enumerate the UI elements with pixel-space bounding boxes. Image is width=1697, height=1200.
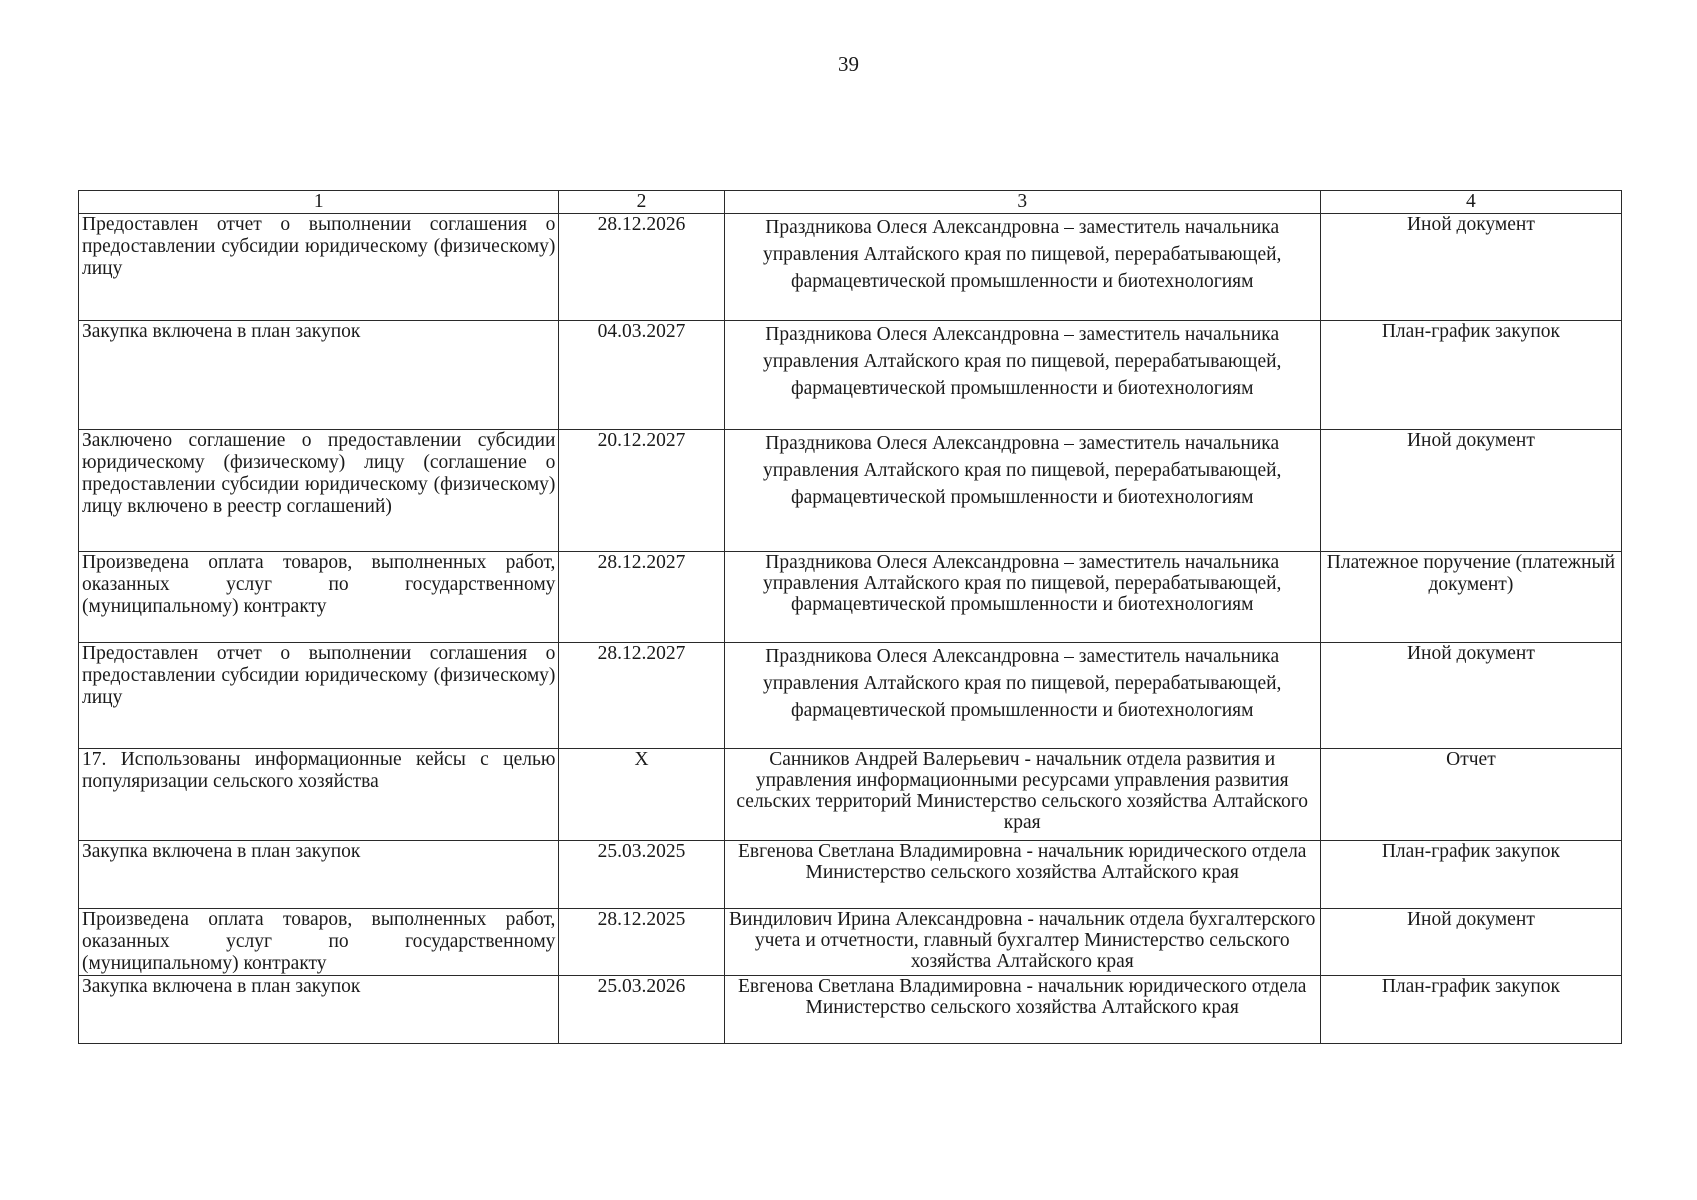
document-cell: План-график закупок	[1320, 976, 1621, 1044]
table-row	[79, 552, 1622, 643]
responsible-cell: Праздникова Олеся Александровна – заместитель начальника управления Алтайского края по пищевой, перерабатывающей, фармацевтической промышленности и биотехнологиям	[724, 214, 1320, 321]
responsible-cell: Праздникова Олеся Александровна – заместитель начальника управления Алтайского края по пищевой, перерабатывающей, фармацевтической промышленности и биотехнологиям	[724, 552, 1320, 643]
table-row	[79, 909, 1622, 976]
schedule-table	[78, 190, 1622, 1044]
responsible-cell: Евгенова Светлана Владимировна - начальник юридического отдела Министерство сельского хозяйства Алтайского края	[724, 841, 1320, 909]
event-cell: 17. Использованы информационные кейсы с целью популяризации сельского хозяйства	[79, 749, 559, 841]
document-cell: Отчет	[1320, 749, 1621, 841]
responsible-cell: Праздникова Олеся Александровна – заместитель начальника управления Алтайского края по пищевой, перерабатывающей, фармацевтической промышленности и биотехнологиям	[724, 321, 1320, 430]
responsible-cell: Виндилович Ирина Александровна - начальник отдела бухгалтерского учета и отчетности, главный бухгалтер Министерство сельского хозяйства Алтайского края	[724, 909, 1320, 976]
responsible-cell: Евгенова Светлана Владимировна - начальник юридического отдела Министерство сельского хозяйства Алтайского края	[724, 976, 1320, 1044]
column-header: 3	[724, 191, 1320, 214]
date-cell: 28.12.2027	[559, 643, 724, 749]
table-row	[79, 430, 1622, 552]
event-cell: Предоставлен отчет о выполнении соглашения о предоставлении субсидии юридическому (физическому) лицу	[79, 643, 559, 749]
date-cell: Х	[559, 749, 724, 841]
date-cell: 28.12.2026	[559, 214, 724, 321]
table-row	[79, 321, 1622, 430]
event-cell: Произведена оплата товаров, выполненных работ, оказанных услуг по государственному (муниципальному) контракту	[79, 552, 559, 643]
table-header-row	[79, 191, 1622, 214]
document-cell: Платежное поручение (платежный документ)	[1320, 552, 1621, 643]
column-header: 2	[559, 191, 724, 214]
event-cell: Закупка включена в план закупок	[79, 976, 559, 1044]
table-row	[79, 749, 1622, 841]
event-cell: Закупка включена в план закупок	[79, 841, 559, 909]
document-cell: Иной документ	[1320, 214, 1621, 321]
document-cell: План-график закупок	[1320, 841, 1621, 909]
document-cell: Иной документ	[1320, 909, 1621, 976]
table-row	[79, 841, 1622, 909]
column-header: 1	[79, 191, 559, 214]
event-cell: Заключено соглашение о предоставлении субсидии юридическому (физическому) лицу (соглашение о предоставлении субсидии юридическому (физическому) лицу включено в реестр соглашений)	[79, 430, 559, 552]
table-row	[79, 214, 1622, 321]
date-cell: 25.03.2026	[559, 976, 724, 1044]
date-cell: 20.12.2027	[559, 430, 724, 552]
responsible-cell: Праздникова Олеся Александровна – заместитель начальника управления Алтайского края по пищевой, перерабатывающей, фармацевтической промышленности и биотехнологиям	[724, 643, 1320, 749]
date-cell: 25.03.2025	[559, 841, 724, 909]
document-cell: Иной документ	[1320, 643, 1621, 749]
table-row	[79, 643, 1622, 749]
event-cell: Произведена оплата товаров, выполненных работ, оказанных услуг по государственному (муниципальному) контракту	[79, 909, 559, 976]
date-cell: 28.12.2027	[559, 552, 724, 643]
column-header: 4	[1320, 191, 1621, 214]
date-cell: 28.12.2025	[559, 909, 724, 976]
date-cell: 04.03.2027	[559, 321, 724, 430]
page-number: 39	[838, 52, 859, 76]
table-row	[79, 976, 1622, 1044]
event-cell: Закупка включена в план закупок	[79, 321, 559, 430]
document-cell: Иной документ	[1320, 430, 1621, 552]
responsible-cell: Праздникова Олеся Александровна – заместитель начальника управления Алтайского края по пищевой, перерабатывающей, фармацевтической промышленности и биотехнологиям	[724, 430, 1320, 552]
responsible-cell: Санников Андрей Валерьевич - начальник отдела развития и управления информационными ресурсами управления развития сельских территорий Министерство сельского хозяйства Алтайского края	[724, 749, 1320, 841]
document-cell: План-график закупок	[1320, 321, 1621, 430]
event-cell: Предоставлен отчет о выполнении соглашения о предоставлении субсидии юридическому (физическому) лицу	[79, 214, 559, 321]
